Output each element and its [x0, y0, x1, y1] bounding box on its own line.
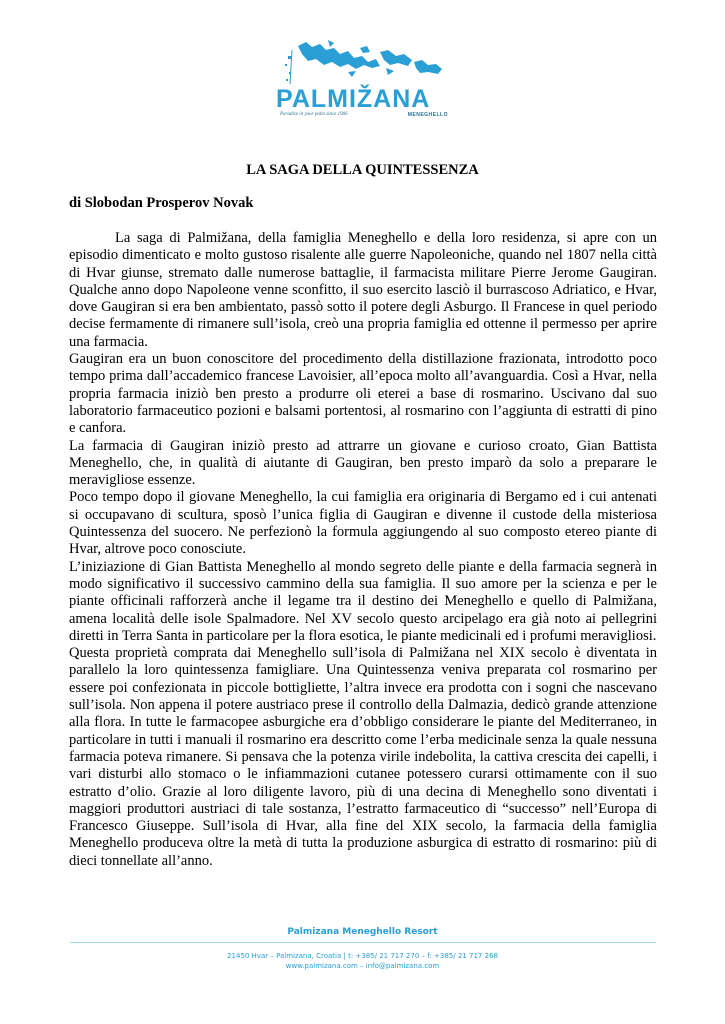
document-title: LA SAGA DELLA QUINTESSENZA: [246, 162, 479, 178]
logo-wordmark: PALMIŽANA: [276, 85, 431, 113]
resort-logo: [268, 38, 458, 124]
document-body: [69, 230, 657, 870]
logo-subtitle: MENEGHELLO: [407, 112, 448, 118]
paragraph-3: La farmacia di Gaugiran iniziò presto ad attrarre un giovane e curioso croato, Gian Battista Meneghello, che, in qualità di aiutante di Gaugiran, ben presto imparò da solo a preparare le meravigliose essenze.: [69, 437, 657, 489]
paragraph-6: Questa proprietà comprata dai Meneghello sull’isola di Palmižana nel XIX secolo è diventata in parallelo la loro quintessenza famigliare. Una Quintessenza veniva preparata col rosmarino per essere poi confezionata in piccole bottigliette, l’altra invece era prodotta con i sogni che nascevano sull’isola. Non appena il potere austriaco prese il controllo della Dalmazia, dedicò grande attenzione alla flora. In tutte le farmacopee asburgiche era d’obbligo considerare le piante del Mediterraneo, in particolare in tutti i manuali il rosmarino era descritto come l’erba medicinale senza la quale nessuna farmacia poteva rimanere. Si pensava che la potenza virile indebolita, la cattiva crescita dei capelli, i vari disturbi allo stomaco o le infiammazioni cutanee potessero curarsi ottimamente con il suo estratto d’olio. Grazie al loro diligente lavoro, più di una decina di Meneghello sono diventati i maggiori produttori austriaci di tale sostanza, l’estratto farmaceutico di “successo” nell’Europa di Francesco Giuseppe. Sull’isola di Hvar, alla fine del XIX secolo, la farmacia della famiglia Meneghello produceva oltre la metà di tutta la produzione asburgica di estratto di rosmarino: più di dieci tonnellate all’anno.: [69, 645, 657, 869]
logo-tagline: Paradise in your palm since 1906: [280, 112, 348, 117]
page-footer: [0, 926, 725, 971]
footer-divider: [70, 942, 656, 943]
document-author: di Slobodan Prosperov Novak: [69, 195, 254, 211]
footer-contact-link[interactable]: www.palmizana.com – info@palmizana.com: [285, 962, 440, 970]
palm-trees-icon: [268, 38, 458, 88]
paragraph-2: Gaugiran era un buon conoscitore del procedimento della distillazione frazionata, introdotto poco tempo prima dall’accademico francese Lavoisier, all’epoca molto all’avanguardia. Così a Hvar, nella propria farmacia iniziò ben presto a produrre oli eterei a base di rosmarino. Uscivano dal suo laboratorio farmaceutico pozioni e balsami portentosi, al rosmarino con l’aggiunta di estratti di pino e canfora.: [69, 351, 657, 437]
paragraph-5: L’iniziazione di Gian Battista Meneghello al mondo segreto delle piante e della farmacia segnerà in modo significativo il successivo cammino della sua famiglia. Il suo amore per la scienza e per le piante officinali rafforzerà anche il legame tra il destino dei Meneghello e quello di Palmižana, amena località delle isole Spalmadore. Nel XV secolo questo arcipelago era già noto ai pellegrini diretti in Terra Santa in particolare per la flora esotica, le piante medicinali ed i profumi meravigliosi.: [69, 558, 657, 644]
footer-resort-name: Palmizana Meneghello Resort: [287, 927, 438, 937]
paragraph-1: La saga di Palmižana, della famiglia Meneghello e della loro residenza, si apre con un episodio dimenticato e molto gustoso risalente alle guerre Napoleoniche, quando nel 1807 nella città di Hvar giunse, stremato dalle numerose battaglie, il farmacista militare Pierre Jerome Gaugiran. Qualche anno dopo Napoleone venne sconfitto, il suo esercito lasciò il burrascoso Adriatico, e Hvar, dove Gaugiran si era ben ambientato, passò sotto il potere degli Asburgo. Il Francese in quel periodo decise fermamente di rimanere sull’isola, creò una propria famiglia ed ottenne il permesso per aprire una farmacia.: [69, 230, 657, 350]
paragraph-4: Poco tempo dopo il giovane Meneghello, la cui famiglia era originaria di Bergamo ed i cui antenati si occupavano di scultura, sposò l’unica figlia di Gaugiran e divenne il custode della misteriosa Quintessenza del suocero. Ne perfezionò la formula aggiungendo al suo composto etereo piante di Hvar, altrove poco conosciute.: [69, 489, 657, 558]
footer-address: 21450 Hvar – Palmizana, Croatia | t: +385/ 21 717 270 – f: +385/ 21 717 268: [227, 952, 498, 960]
